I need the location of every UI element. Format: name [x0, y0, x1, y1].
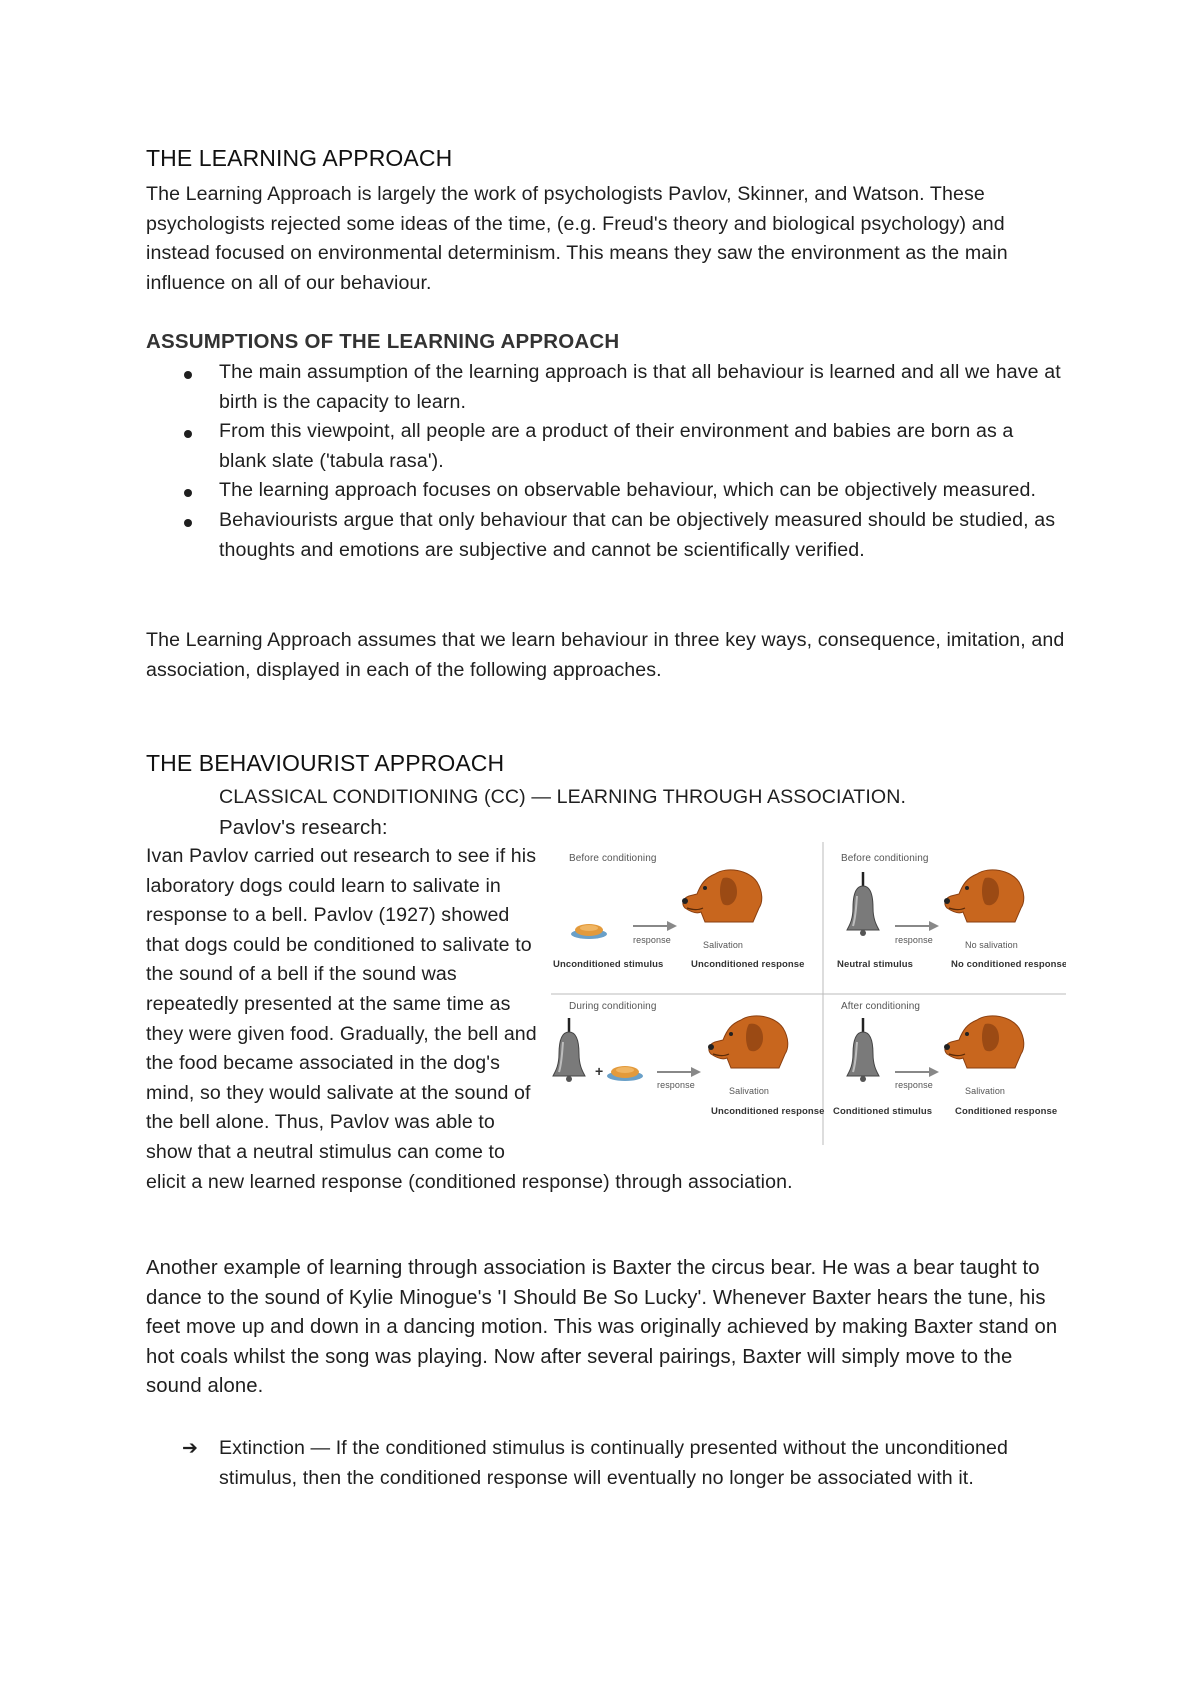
panel-before-bell — [837, 853, 1066, 970]
assumption-text: From this viewpoint, all people are a product of their environment and babies are born as a blank slate ('tabula rasa'). — [219, 420, 1014, 472]
arrow-label: response — [895, 935, 933, 945]
response-label: No conditioned response — [951, 959, 1066, 970]
dog-head-icon — [708, 1016, 788, 1068]
outcome-label: Salivation — [729, 1086, 770, 1096]
assumptions-heading: ASSUMPTIONS OF THE LEARNING APPROACH — [146, 330, 620, 353]
section-title-behaviourist-approach: THE BEHAVIOURIST APPROACH — [146, 750, 505, 776]
classical-conditioning-figure — [551, 842, 1066, 1145]
response-label: Conditioned response — [955, 1106, 1058, 1117]
arrow-icon — [633, 921, 677, 931]
bullet-icon — [184, 489, 192, 497]
outcome-label: Salivation — [703, 940, 744, 950]
bullet-icon — [184, 430, 192, 438]
bell-icon — [553, 1018, 585, 1082]
dog-head-icon — [944, 1016, 1024, 1068]
pavlov-paragraph — [146, 842, 1066, 1197]
assumptions-list — [146, 358, 1066, 565]
section-title-learning-approach: THE LEARNING APPROACH — [146, 145, 453, 171]
bullet-icon — [184, 371, 192, 379]
assumption-text: The learning approach focuses on observable behaviour, which can be objectively measured. — [219, 479, 1037, 502]
panel-before-food — [553, 853, 805, 970]
assumptions-summary: The Learning Approach assumes that we learn behaviour in three key ways, consequence, imitation, and association, displayed in each of the following approaches. — [146, 629, 1065, 681]
outcome-label: No salivation — [965, 940, 1018, 950]
panel-phase-label: Before conditioning — [569, 853, 657, 864]
learning-approach-intro: The Learning Approach is largely the work of psychologists Pavlov, Skinner, and Watson. These psychologists rejected some ideas of the time, (e.g. Freud's theory and biological psychology) and instead focused on environmental determinism. This means they saw the environment as the main influence on all of our behaviour. — [146, 183, 1008, 294]
stimulus-label: Conditioned stimulus — [833, 1106, 933, 1117]
list-item — [146, 476, 1066, 506]
arrow-icon — [895, 1067, 939, 1077]
panel-after — [833, 1001, 1057, 1117]
panel-phase-label: During conditioning — [569, 1001, 657, 1012]
arrow-label: response — [895, 1080, 933, 1090]
panel-during — [553, 1001, 825, 1117]
dog-head-icon — [944, 870, 1024, 922]
bell-icon — [847, 1018, 879, 1082]
bell-icon — [847, 872, 879, 936]
conditioning-diagram — [551, 842, 1066, 1145]
bullet-icon — [184, 519, 192, 527]
stimulus-label: Neutral stimulus — [837, 959, 914, 970]
assumption-text: The main assumption of the learning approach is that all behaviour is learned and all we have at birth is the capacity to learn. — [219, 361, 1061, 413]
panel-phase-label: After conditioning — [841, 1001, 921, 1012]
panel-phase-label: Before conditioning — [841, 853, 929, 864]
extinction-text: Extinction — If the conditioned stimulus is continually presented without the unconditioned stimulus, then the conditioned response will eventually no longer be associated with it. — [219, 1437, 1008, 1489]
dog-head-icon — [682, 870, 762, 922]
pavlov-research-label: Pavlov's research: — [219, 816, 388, 839]
arrow-icon — [657, 1067, 701, 1077]
outcome-label: Salivation — [965, 1086, 1006, 1096]
plus-icon: + — [595, 1063, 604, 1079]
food-icon — [571, 924, 607, 939]
classical-conditioning-subtitle: CLASSICAL CONDITIONING (CC) — LEARNING THROUGH ASSOCIATION. — [219, 786, 907, 808]
food-icon — [607, 1066, 643, 1081]
arrow-icon — [895, 921, 939, 931]
arrow-label: response — [633, 935, 671, 945]
response-label: Unconditioned response — [711, 1106, 825, 1117]
stimulus-label: Unconditioned stimulus — [553, 959, 664, 970]
response-label: Unconditioned response — [691, 959, 805, 970]
extinction-item — [146, 1434, 1066, 1493]
assumption-text: Behaviourists argue that only behaviour that can be objectively measured should be studied, as thoughts and emotions are subjective and cannot be scientifically verified. — [219, 508, 1056, 561]
arrow-label: response — [657, 1080, 695, 1090]
baxter-paragraph: Another example of learning through association is Baxter the circus bear. He was a bear taught to dance to the sound of Kylie Minogue's 'I Should Be So Lucky'. Whenever Baxter hears the tune, his feet move up and down in a dancing motion. This was originally achieved by making Baxter stand on hot coals whilst the song was playing. Now after several pairings, Baxter will simply move to the sound alone. — [146, 1257, 1058, 1398]
arrow-bullet-icon: ➔ — [182, 1438, 199, 1459]
list-item — [146, 358, 1066, 417]
list-item — [146, 506, 1066, 565]
pavlov-research-text: Ivan Pavlov carried out research to see if his laboratory dogs could learn to salivate in response to a bell. Pavlov (1927) showed that dogs could be conditioned to salivate to the sound of a bell if the sound was repeatedly presented at the same time as they were given food. Gradually, the bell and the food became associated in the dog's mind, so they would salivate at the sound of the bell alone. Thus, Pavlov was able to show that a neutral stimulus can come to elicit a new learned response (conditioned response) through association. — [146, 845, 793, 1193]
list-item — [146, 417, 1066, 476]
